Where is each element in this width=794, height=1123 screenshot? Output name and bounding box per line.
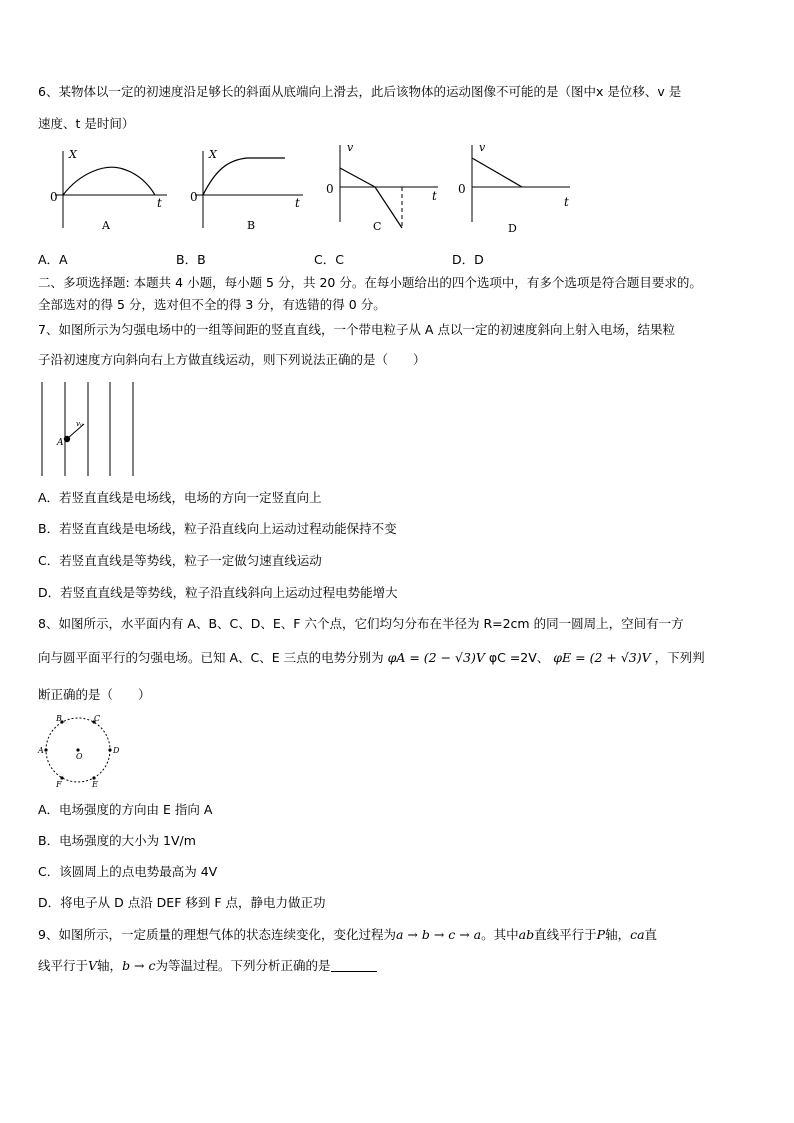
- q8-stem-line3: 断正确的是（ ）: [38, 687, 151, 702]
- q9-stem-text-b: 。其中: [481, 927, 519, 942]
- q9-stem-text-e: 直: [644, 927, 658, 942]
- q6-graph-d-origin: 0: [458, 182, 466, 196]
- section2-line2: 全部选对的得 5 分，选对但不全的得 3 分，有选错的得 0 分。: [38, 297, 386, 312]
- q6-graph-b-curve: [203, 158, 285, 195]
- q9-stem-text-d: 轴，: [605, 927, 631, 942]
- q9-process: a → b → c → a: [395, 927, 482, 942]
- q8-label-b: B: [56, 714, 62, 723]
- q8-stem-line1: 8、如图所示，水平面内有 A、B、C、D、E、F 六个点，它们均匀分布在半径为 R=2cm 的同一圆周上，空间有一方: [38, 616, 684, 631]
- q8-phi-a: φA = (2 − √3)V: [387, 650, 485, 665]
- q8-option-d: D．将电子从 D 点沿 DEF 移到 F 点，静电力做正功: [38, 895, 326, 910]
- q6-graph-a-origin: 0: [50, 190, 58, 204]
- q9-bc: b → c: [122, 958, 156, 973]
- q6-graph-b-xaxis: t: [295, 196, 300, 210]
- q9-ab: ab: [518, 927, 535, 942]
- q8-label-d: D: [113, 746, 120, 755]
- q6-graph-b-yaxis: X: [209, 148, 217, 161]
- q7-stem-line2: 子沿初速度方向斜向右上方做直线运动，则下列说法正确的是（ ）: [38, 352, 426, 367]
- q6-choice-c: C．C: [314, 252, 344, 267]
- q6-graph-a-xaxis: t: [157, 196, 162, 210]
- q6-graph-a-caption: A: [102, 219, 110, 232]
- q8-label-o: O: [76, 752, 83, 761]
- q7-stem-line1: 7、如图所示为匀强电场中的一组等间距的竖直直线，一个带电粒子从 A 点以一定的初速度斜向上射入电场，结果粒: [38, 322, 675, 337]
- q6-graph-b-origin: 0: [190, 190, 198, 204]
- q8-label-f: F: [56, 780, 62, 789]
- q6-graph-b: [185, 143, 315, 235]
- q6-graph-c-caption: C: [373, 220, 382, 233]
- q6-graph-c: [320, 140, 450, 235]
- q8-phi-c: φC =2V、: [488, 650, 550, 665]
- q9-stem-text-a: 9、如图所示，一定质量的理想气体的状态连续变化，变化过程为: [38, 927, 396, 942]
- q6-stem-line1: 6、某物体以一定的初速度沿足够长的斜面从底端向上滑去，此后该物体的运动图像不可能的是（图中x 是位移、v 是: [38, 84, 682, 99]
- q6-graph-d-yaxis: v: [479, 141, 486, 154]
- q8-label-e: E: [92, 780, 98, 789]
- q9-stem-line1: [38, 927, 657, 943]
- q6-graph-d-caption: D: [508, 222, 517, 235]
- q8-stem-line2: [38, 650, 705, 666]
- q6-graph-b-caption: B: [247, 219, 256, 232]
- q8-label-a: A: [38, 746, 44, 755]
- q9-p-axis: P: [596, 927, 606, 942]
- q6-graph-a-curve: [63, 167, 155, 195]
- q6-graph-c-xaxis: t: [432, 189, 437, 203]
- q8-circle-figure: [36, 712, 126, 792]
- q8-stem-line2-text: 向与圆平面平行的匀强电场。已知 A、C、E 三点的电势分别为: [38, 650, 384, 665]
- q9-stem-line2: [38, 958, 377, 974]
- q9-stem2-text-b: 轴，: [97, 958, 123, 973]
- q7-option-a: A．若竖直直线是电场线，电场的方向一定竖直向上: [38, 490, 322, 505]
- q7-point-label: A: [57, 438, 64, 448]
- q9-stem2-text-a: 线平行于: [38, 958, 89, 973]
- q9-stem2-text-c: 为等温过程。下列分析正确的是: [155, 958, 331, 973]
- q8-stem-line2-end: ，下列判: [654, 650, 705, 665]
- q9-answer-blank: [331, 958, 377, 972]
- q6-graph-a-yaxis: X: [69, 148, 77, 161]
- q9-stem-text-c: 直线平行于: [534, 927, 597, 942]
- q6-choice-d: D．D: [452, 252, 484, 267]
- q8-label-c: C: [94, 714, 101, 723]
- q8-option-c: C．该圆周上的点电势最高为 4V: [38, 864, 218, 879]
- q6-graph-c-yaxis: v: [347, 141, 354, 154]
- q8-phi-e: φE = (2 + √3)V: [553, 650, 651, 665]
- q7-particle-point: [64, 436, 70, 442]
- q6-graph-a: [45, 143, 175, 235]
- section2-line1: 二、多项选择题: 本题共 4 小题，每小题 5 分，共 20 分。在每小题给出的四个选项中，有多个选项是符合题目要求的。: [38, 275, 702, 290]
- q7-velocity-label: v₀: [76, 420, 83, 428]
- q7-option-d: D．若竖直直线是等势线，粒子沿直线斜向上运动过程电势能增大: [38, 585, 398, 600]
- q7-option-c: C．若竖直直线是等势线，粒子一定做匀速直线运动: [38, 553, 322, 568]
- q6-choice-a: A．A: [38, 252, 68, 267]
- q6-graph-d-xaxis: t: [564, 195, 569, 209]
- q6-graph-d: [452, 140, 582, 235]
- q8-option-b: B．电场强度的大小为 1V/m: [38, 833, 196, 848]
- q6-choice-b: B．B: [176, 252, 206, 267]
- q8-option-a: A．电场强度的方向由 E 指向 A: [38, 802, 213, 817]
- q6-graph-c-origin: 0: [326, 182, 334, 196]
- q7-option-b: B．若竖直直线是电场线，粒子沿直线向上运动过程动能保持不变: [38, 521, 397, 536]
- q9-v-axis: V: [88, 958, 98, 973]
- q9-ca: ca: [630, 927, 645, 942]
- q7-figure: [36, 380, 146, 478]
- q6-stem-line2: 速度、t 是时间）: [38, 116, 135, 131]
